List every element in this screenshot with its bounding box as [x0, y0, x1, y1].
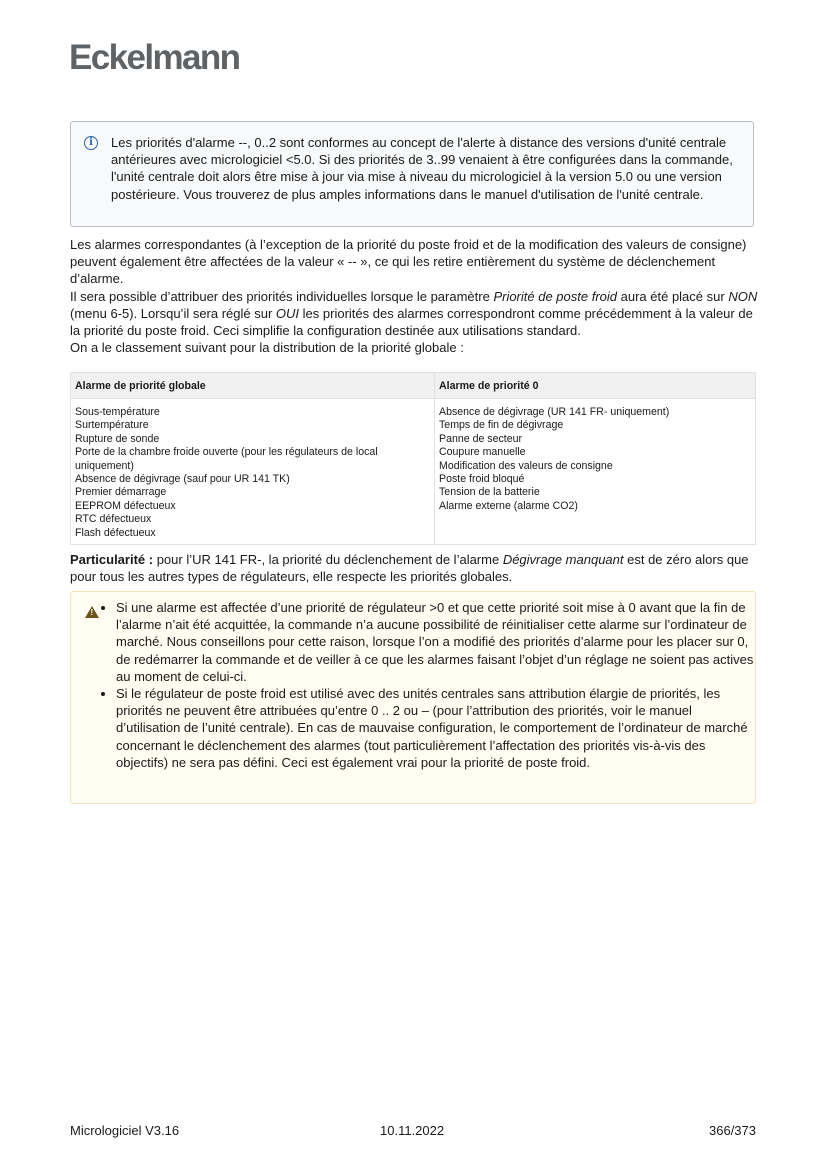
- alarm-item: Panne de secteur: [439, 432, 523, 445]
- alarm-item: Coupure manuelle: [439, 446, 526, 459]
- warning-note: [70, 591, 756, 804]
- text: est de zéro alors que pour tous les autres types de régulateurs, elle respecte les priorités globales.: [70, 552, 749, 585]
- alarm-item: RTC défectueux: [75, 513, 152, 526]
- alarm-item: Poste froid bloqué: [439, 473, 525, 486]
- alarm-item: Surtempérature: [75, 419, 149, 432]
- table-row: [71, 399, 756, 545]
- paragraph: [70, 288, 760, 340]
- text: aura été placé sur: [617, 288, 729, 304]
- alarm-item: Absence de dégivrage (UR 141 FR- uniquement): [439, 406, 670, 418]
- alarm-item: Porte de la chambre froide ouverte (pour les régulateurs de local uniquement): [75, 446, 378, 472]
- column-header: Alarme de priorité 0: [435, 373, 756, 399]
- warning-icon: !: [85, 606, 99, 618]
- footer-date: 10.11.2022: [380, 1123, 445, 1138]
- list-item: • Si le régulateur de poste froid est utilisé avec des unités centrales sans attribution élargie de priorités, les priorités ne peuvent être attribuées qu’entre 0 .. 2 ou – (pour l’attribution des priorités, voir le manuel d’utilisation de l’unité centrale). En cas de mauvaise configuration, le comportement de l’ordinateur de marché concernant le déclenchement des alarmes (tout particulièrement l’affectation des priorités vis-à-vis des objectifs) ne sera pas défini. Ceci est également vrai pour la priorité de poste froid.: [116, 685, 756, 771]
- info-note-text: Les priorités d'alarme --, 0..2 sont conformes au concept de l'alerte à distance des versions d'unité centrale antérieures avec micrologiciel <5.0. Si des priorités de 3..99 venaient à être configurées dans la commande, l'unité centrale doit alors être mise à jour via mise à niveau du micrologiciel à la version 5.0 ou une version postérieure. Vous trouverez de plus amples informations dans le manuel d'utilisation de l'unité centrale.: [111, 135, 733, 202]
- value-non: NON: [728, 288, 758, 304]
- alarm-item: Rupture de sonde: [75, 432, 160, 445]
- paragraph: Les alarmes correspondantes (à l’exception de la priorité du poste froid et de la modification des valeurs de consigne) peuvent également être affectées de la valeur « -- », ce qui les retire entièrement du système de déclenchement d’alarme.: [70, 237, 747, 287]
- particularite-paragraph: [70, 551, 760, 585]
- body-text: [70, 236, 760, 356]
- list-item: • Si une alarme est affectée d’une priorité de régulateur >0 et que cette priorité soit mise à 0 avant que la fin de l’alarme n’ait été acquittée, la commande n’a aucune possibilité de réinitialiser cette alarme sur l’ordinateur de marché. Nous conseillons pour cette raison, lorsque l’on a modifié des priorités d’alarme pour les placer sur 0, de redémarrer la commande et de veiller à ce que les alarmes faisant l’objet d’un réglage ne soient pas actives au moment de celui-ci.: [116, 599, 756, 685]
- param-name: Priorité de poste froid: [493, 288, 618, 304]
- paragraph: On a le classement suivant pour la distribution de la priorité globale :: [70, 340, 464, 356]
- info-icon: i: [84, 136, 98, 150]
- warning-list: [99, 599, 756, 771]
- alarm-item: Premier démarrage: [75, 486, 167, 499]
- value-oui: OUI: [275, 305, 300, 321]
- text: pour l’UR 141 FR-, la priorité du déclenchement de l’alarme: [153, 552, 503, 567]
- alarm-item: EEPROM défectueux: [75, 499, 176, 512]
- text: Il sera possible d’attribuer des priorités individuelles lorsque le paramètre: [70, 288, 494, 304]
- text: les priorités des alarmes correspondront comme précédemment à la valeur de la priorité du poste froid. Ceci simplifie la configuration destinée aux utilisations standard.: [70, 305, 753, 339]
- text: (menu 6-5). Lorsqu’il sera réglé sur: [70, 305, 276, 321]
- alarm-name: Dégivrage manquant: [502, 552, 624, 567]
- footer-page-number: 366/373: [709, 1123, 756, 1138]
- alarm-item: Flash défectueux: [75, 526, 156, 539]
- priority-table: [70, 372, 756, 545]
- column-header: Alarme de priorité globale: [71, 373, 435, 399]
- alarm-item: Sous-température: [75, 406, 160, 418]
- table-header-row: [71, 373, 756, 399]
- alarm-item: Temps de fin de dégivrage: [439, 419, 564, 432]
- alarm-item: Tension de la batterie: [439, 486, 540, 499]
- alarm-item: Absence de dégivrage (sauf pour UR 141 TK): [75, 473, 290, 486]
- global-priority-cell: [71, 399, 435, 545]
- footer-firmware: Micrologiciel V3.16: [70, 1123, 180, 1138]
- priority-0-cell: [435, 399, 756, 545]
- eckelmann-logo: Eckelmann: [69, 38, 240, 77]
- alarm-item: Alarme externe (alarme CO2): [439, 499, 578, 512]
- alarm-item: Modification des valeurs de consigne: [439, 459, 613, 472]
- label: Particularité :: [70, 552, 154, 567]
- info-note: [70, 121, 754, 227]
